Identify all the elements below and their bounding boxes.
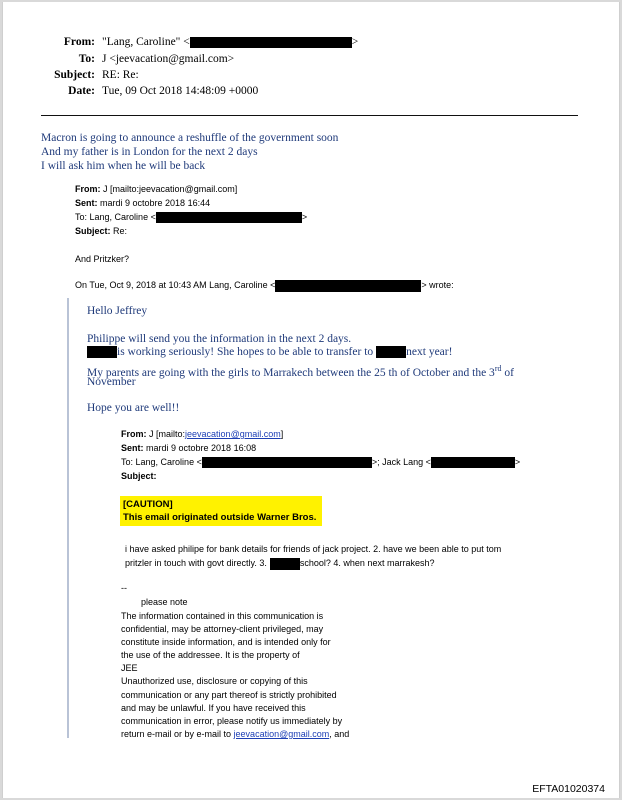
quoted-from-value: J [mailto:jeevacation@gmail.com]	[103, 184, 238, 194]
disclaimer-line: The information contained in this communication is	[121, 611, 324, 621]
quoted-to-line	[75, 210, 307, 224]
quoted-greeting: Hello Jeffrey	[87, 305, 148, 317]
from-close: >	[351, 36, 359, 48]
please-note: please note	[141, 597, 188, 607]
redaction-box	[87, 346, 117, 358]
date-label: Date:	[68, 85, 95, 97]
quoted-subject-label: Subject:	[75, 226, 111, 236]
caution-title: [CAUTION]	[123, 499, 173, 510]
disclaimer-last-a: return e-mail or by e-mail to	[121, 728, 234, 739]
quoted-sent-label: Sent:	[75, 198, 98, 208]
inner-from-label: From:	[121, 429, 147, 439]
from-value	[102, 36, 358, 48]
inner-to-mid: >; Jack Lang <	[371, 457, 431, 467]
quoted-line-3	[87, 362, 514, 380]
to-label: To:	[78, 53, 95, 65]
inner-to-line	[121, 455, 520, 469]
disclaimer-text	[121, 610, 349, 741]
date-value: Tue, 09 Oct 2018 14:48:09 +0000	[102, 85, 259, 97]
inner-sent-value: mardi 9 octobre 2018 16:08	[146, 443, 257, 453]
message-body	[125, 542, 501, 570]
disclaimer-line: Unauthorized use, disclosure or copying of this	[121, 676, 308, 687]
quoted-line-3-sup: rd	[494, 364, 502, 373]
caution-banner	[120, 496, 322, 526]
subject-label: Subject:	[54, 69, 95, 81]
quote-bar	[67, 298, 69, 738]
inner-from-line	[121, 427, 283, 441]
quoted-line-2a: is working seriously! She hopes to be able to transfer to	[117, 346, 374, 358]
redaction-box	[431, 457, 515, 468]
redaction-box	[190, 37, 352, 48]
reply-body	[41, 131, 338, 173]
disclaimer-line: confidential, may be attorney-client privileged, may	[121, 624, 324, 635]
disclaimer-line: constitute inside information, and is intended only for	[121, 637, 331, 648]
caution-message: This email originated outside Warner Bros.	[123, 512, 317, 523]
quoted-from-label: From:	[75, 184, 101, 194]
quoted-line-2b: next year!	[406, 346, 453, 358]
disclaimer-line: communication in error, please notify us immediately by	[121, 715, 343, 726]
subject-value: RE: Re:	[102, 69, 139, 81]
on-line-start: On Tue, Oct 9, 2018 at 10:43 AM Lang, Caroline <	[75, 280, 276, 290]
body-line-2a: pritzler in touch with govt directly. 3.	[125, 558, 267, 568]
quoted-to-close: >	[301, 212, 308, 222]
on-line-end: > wrote:	[421, 280, 454, 290]
redaction-box	[202, 457, 372, 468]
quoted-body: And Pritzker?	[75, 254, 130, 264]
reply-line: I will ask him when he will be back	[41, 160, 206, 172]
quoted-line-3a: My parents are going with the girls to Marrakech between the 25 th of October and the 3	[87, 366, 495, 379]
quoted-line-4: November	[87, 376, 136, 388]
disclaimer-last-b: , and	[329, 728, 350, 739]
inner-to-value: Lang, Caroline <	[135, 457, 202, 467]
inner-subject-label: Subject:	[121, 471, 157, 481]
disclaimer-line: the use of the addressee. It is the property of	[121, 650, 300, 661]
inner-from-email-link[interactable]: jeevacation@gmail.com	[185, 429, 281, 439]
quoted-line-1: Philippe will send you the information in the next 2 days.	[87, 333, 352, 345]
document-page	[2, 2, 620, 798]
quoted-line-3b: of	[501, 366, 514, 379]
header-divider	[41, 115, 578, 116]
inner-subject-line	[121, 469, 157, 483]
inner-from-value-b: ]	[280, 429, 284, 439]
disclaimer-last-line	[121, 728, 349, 741]
quoted-to-label: To:	[75, 212, 88, 222]
redaction-box	[156, 212, 302, 223]
quoted-on-line	[75, 278, 454, 292]
redaction-box	[376, 346, 406, 358]
disclaimer-email-link[interactable]: jeevacation@gmail.com	[233, 728, 330, 739]
body-line-2b: school? 4. when next marrakesh?	[299, 558, 435, 568]
body-line-1: i have asked philipe for bank details for friends of jack project. 2. have we been able to put tom	[125, 544, 502, 554]
quoted-subject-line	[75, 224, 127, 238]
quoted-sent-value: mardi 9 octobre 2018 16:44	[100, 198, 211, 208]
inner-to-label: To:	[121, 457, 134, 467]
inner-from-value-a: J [mailto:	[149, 429, 186, 439]
quoted-line-2	[87, 346, 452, 359]
quoted-subject-value: Re:	[113, 226, 128, 236]
inner-to-close: >	[514, 457, 521, 467]
to-value: J <jeevacation@gmail.com>	[102, 53, 235, 65]
from-label: From:	[63, 36, 95, 48]
document-id: EFTA01020374	[532, 783, 605, 795]
reply-line: And my father is in London for the next 2 days	[41, 146, 258, 158]
inner-sent-label: Sent:	[121, 443, 144, 453]
quoted-closing: Hope you are well!!	[87, 402, 180, 414]
reply-line: Macron is going to announce a reshuffle of the government soon	[41, 132, 339, 144]
redaction-box	[275, 280, 421, 292]
body-line-2	[125, 556, 501, 570]
disclaimer-line: JEE	[121, 663, 138, 674]
quoted-from-line	[75, 182, 237, 196]
from-name: "Lang, Caroline" <	[102, 36, 190, 48]
quoted-sent-line	[75, 196, 210, 210]
disclaimer-line: and may be unlawful. If you have received this	[121, 702, 306, 713]
redaction-box	[270, 558, 300, 570]
quoted-to-value: Lang, Caroline <	[89, 212, 156, 222]
signature-dash: --	[121, 583, 127, 593]
inner-sent-line	[121, 441, 256, 455]
disclaimer-line: communication or any part thereof is strictly prohibited	[121, 689, 337, 700]
